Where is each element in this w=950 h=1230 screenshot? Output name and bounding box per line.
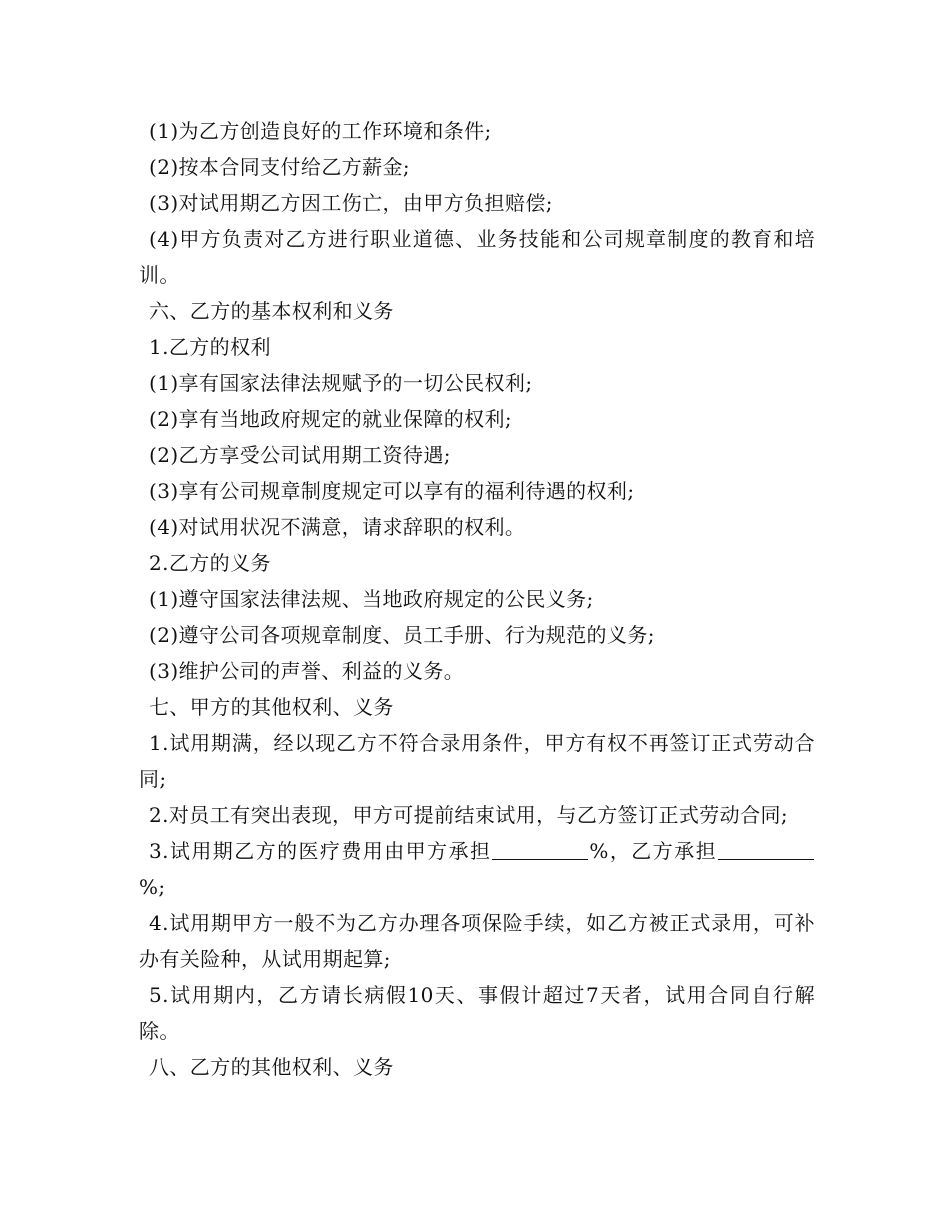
clause-employer-duty-2: (2)按本合同支付给乙方薪金;	[149, 155, 411, 179]
clause-employee-right-1: (1)享有国家法律法规赋予的一切公民权利;	[149, 371, 533, 395]
employee-share-blank	[718, 839, 814, 860]
clause-employer-other-4: 4.试用期甲方一般不为乙方办理各项保险手续，如乙方被正式录用，可补办有关险种，从试用期起算;	[139, 911, 815, 971]
clause-employee-right-2b: (2)乙方享受公司试用期工资待遇;	[149, 443, 451, 467]
medical-clause-lead: 3.试用期乙方的医疗费用由甲方承担	[149, 839, 492, 863]
employer-share-blank	[492, 839, 588, 860]
clause-employer-duty-4: (4)甲方负责对乙方进行职业道德、业务技能和公司规章制度的教育和培训。	[139, 227, 815, 287]
section-heading-6: 六、乙方的基本权利和义务	[149, 299, 394, 323]
clause-employee-obligation-2: (2)遵守公司各项规章制度、员工手册、行为规范的义务;	[149, 623, 655, 647]
clause-employer-other-5: 5.试用期内，乙方请长病假10天、事假计超过7天者，试用合同自行解除。	[139, 983, 815, 1043]
subheading-employee-rights: 1.乙方的权利	[149, 335, 271, 359]
medical-clause-mid: %，乙方承担	[589, 839, 718, 863]
section-heading-7: 七、甲方的其他权利、义务	[149, 695, 394, 719]
clause-employee-obligation-3: (3)维护公司的声誉、利益的义务。	[149, 659, 465, 683]
clause-employer-other-2: 2.对员工有突出表现，甲方可提前结束试用，与乙方签订正式劳动合同;	[149, 803, 789, 827]
medical-clause-tail: %;	[139, 875, 166, 899]
document-body	[139, 113, 815, 1085]
clause-employer-other-1: 1.试用期满，经以现乙方不符合录用条件，甲方有权不再签订正式劳动合同;	[139, 731, 815, 791]
clause-employee-right-2: (2)享有当地政府规定的就业保障的权利;	[149, 407, 513, 431]
clause-employee-right-4: (4)对试用状况不满意，请求辞职的权利。	[149, 515, 526, 539]
clause-employer-other-3-medical	[139, 833, 815, 905]
clause-employee-obligation-1: (1)遵守国家法律法规、当地政府规定的公民义务;	[149, 587, 594, 611]
clause-employee-right-3: (3)享有公司规章制度规定可以享有的福利待遇的权利;	[149, 479, 635, 503]
subheading-employee-obligations: 2.乙方的义务	[149, 551, 271, 575]
section-heading-8: 八、乙方的其他权利、义务	[149, 1055, 394, 1079]
clause-employer-duty-3: (3)对试用期乙方因工伤亡，由甲方负担赔偿;	[149, 191, 553, 215]
clause-employer-duty-1: (1)为乙方创造良好的工作环境和条件;	[149, 119, 492, 143]
